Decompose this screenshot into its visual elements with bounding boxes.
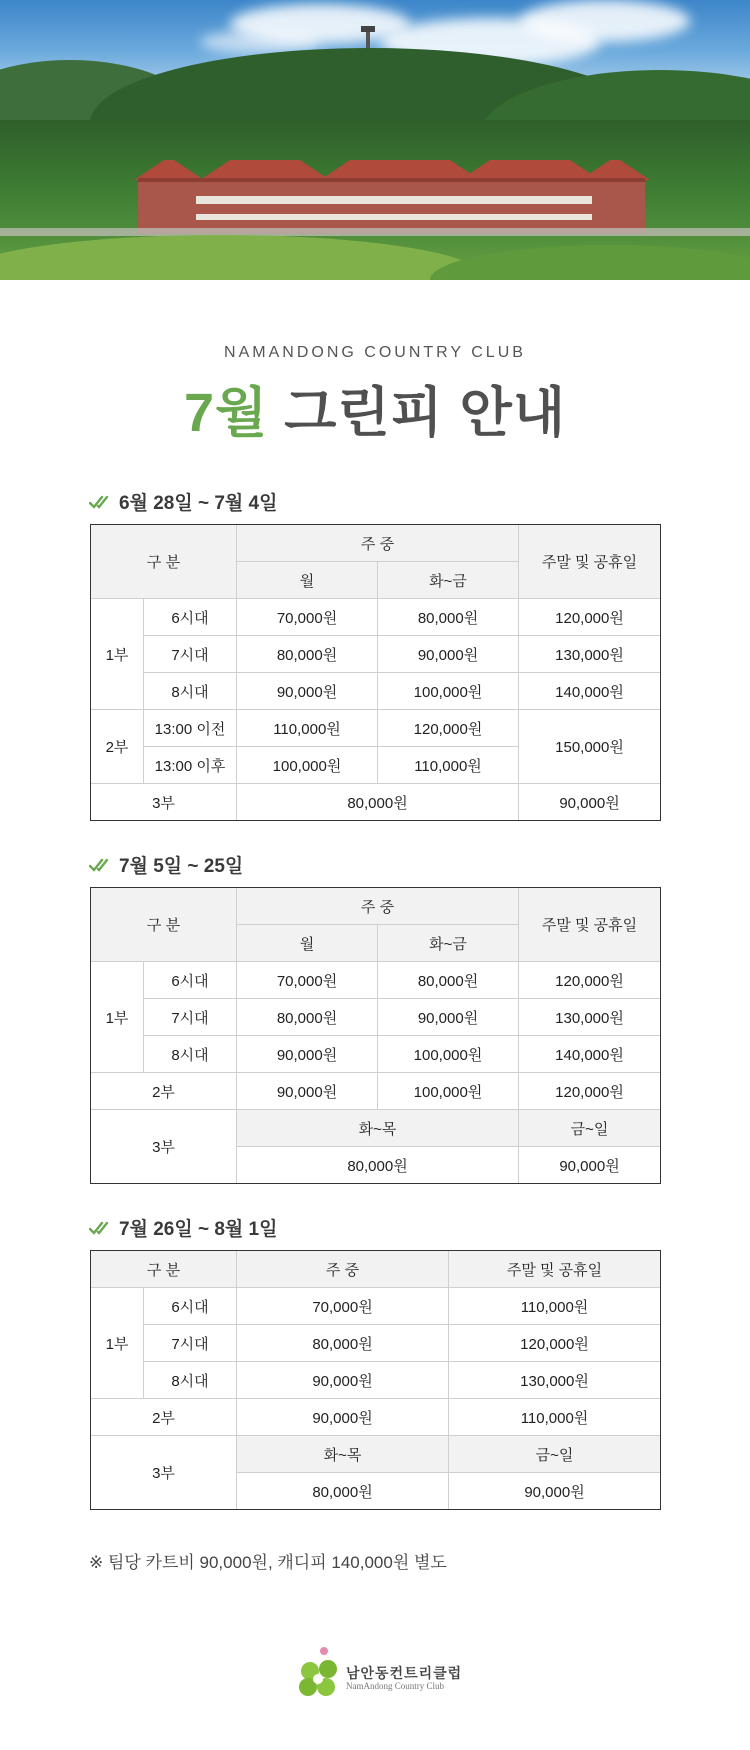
logo-english-name: NamAndong Country Club <box>346 1681 444 1691</box>
table-row <box>91 999 661 1036</box>
time-label: 7시대 <box>144 1325 237 1362</box>
fee-cell: 80,000원 <box>237 636 378 673</box>
header-tue-thu: 화~목 <box>237 1436 449 1473</box>
fee-cell: 100,000원 <box>378 1073 519 1110</box>
table-row <box>91 962 661 999</box>
extra-fee-note: ※ 팀당 카트비 90,000원, 캐디피 140,000원 별도 <box>89 1553 447 1572</box>
fee-cell: 90,000원 <box>519 784 661 821</box>
header-fri-sun: 금~일 <box>449 1436 661 1473</box>
table-row <box>91 1036 661 1073</box>
fee-cell: 90,000원 <box>237 1073 378 1110</box>
part-3-label: 3부 <box>91 1436 237 1510</box>
table-row <box>91 710 661 747</box>
fee-cell: 110,000원 <box>449 1399 661 1436</box>
part-2-label: 2부 <box>91 710 144 784</box>
header-weekday: 주 중 <box>237 1251 449 1288</box>
fee-cell: 90,000원 <box>378 636 519 673</box>
table-row <box>91 1325 661 1362</box>
fee-cell: 110,000원 <box>449 1288 661 1325</box>
fee-cell: 120,000원 <box>519 1073 661 1110</box>
part-3-label: 3부 <box>91 784 237 821</box>
header-weekend: 주말 및 공휴일 <box>519 888 661 962</box>
double-check-icon <box>89 494 113 510</box>
fee-cell: 140,000원 <box>519 673 661 710</box>
fee-cell: 120,000원 <box>449 1325 661 1362</box>
header-weekend: 주말 및 공휴일 <box>449 1251 661 1288</box>
part-3-label: 3부 <box>91 1110 237 1184</box>
table-row <box>91 636 661 673</box>
fee-cell: 90,000원 <box>519 1147 661 1184</box>
time-label: 6시대 <box>144 962 237 999</box>
table-row <box>91 1436 661 1473</box>
fee-cell: 80,000원 <box>237 1473 449 1510</box>
header-weekday: 주 중 <box>237 888 519 925</box>
clover-logo-icon <box>294 1645 344 1705</box>
hero-photo <box>0 0 750 280</box>
part-2-label: 2부 <box>91 1073 237 1110</box>
club-name-kicker: NAMANDONG COUNTRY CLUB <box>224 344 526 361</box>
header-fri-sun: 금~일 <box>519 1110 661 1147</box>
time-label: 13:00 이후 <box>144 747 237 784</box>
double-check-icon <box>89 857 113 873</box>
header-weekend: 주말 및 공휴일 <box>519 525 661 599</box>
fee-cell: 130,000원 <box>449 1362 661 1399</box>
fee-cell: 150,000원 <box>519 710 661 784</box>
fee-cell: 130,000원 <box>519 636 661 673</box>
time-label: 6시대 <box>144 1288 237 1325</box>
page-title <box>0 370 750 447</box>
fee-cell: 140,000원 <box>519 1036 661 1073</box>
part-1-label: 1부 <box>91 1288 144 1399</box>
table-row <box>91 1288 661 1325</box>
fee-cell: 110,000원 <box>237 710 378 747</box>
fee-cell: 80,000원 <box>237 1147 519 1184</box>
header-weekday: 주 중 <box>237 525 519 562</box>
header-tue-fri: 화~금 <box>378 925 519 962</box>
fee-cell: 70,000원 <box>237 962 378 999</box>
table-row <box>91 1399 661 1436</box>
time-label: 7시대 <box>144 999 237 1036</box>
double-check-icon <box>89 1220 113 1236</box>
table-row <box>91 673 661 710</box>
fee-cell: 90,000원 <box>237 673 378 710</box>
fee-cell: 110,000원 <box>378 747 519 784</box>
part-2-label: 2부 <box>91 1399 237 1436</box>
header-tue-thu: 화~목 <box>237 1110 519 1147</box>
fee-cell: 80,000원 <box>237 999 378 1036</box>
fee-cell: 100,000원 <box>378 673 519 710</box>
fee-cell: 90,000원 <box>378 999 519 1036</box>
section-1-title: 6월 28일 ~ 7월 4일 <box>119 493 278 514</box>
header-tue-fri: 화~금 <box>378 562 519 599</box>
title-month: 7월 <box>183 383 269 443</box>
fee-cell: 100,000원 <box>378 1036 519 1073</box>
time-label: 7시대 <box>144 636 237 673</box>
fee-cell: 90,000원 <box>237 1399 449 1436</box>
fee-cell: 80,000원 <box>378 599 519 636</box>
fee-cell: 120,000원 <box>519 962 661 999</box>
section-1-heading <box>89 488 277 515</box>
fee-table-3 <box>90 1250 661 1510</box>
time-label: 13:00 이전 <box>144 710 237 747</box>
fee-cell: 120,000원 <box>378 710 519 747</box>
logo-korean-name: 남안동컨트리클럽 <box>346 1665 463 1681</box>
fee-cell: 80,000원 <box>378 962 519 999</box>
header-category: 구 분 <box>91 888 237 962</box>
fee-cell: 120,000원 <box>519 599 661 636</box>
fee-cell: 90,000원 <box>449 1473 661 1510</box>
part-1-label: 1부 <box>91 962 144 1073</box>
fee-cell: 70,000원 <box>237 599 378 636</box>
header-monday: 월 <box>237 562 378 599</box>
section-2-title: 7월 5일 ~ 25일 <box>119 856 244 877</box>
fee-cell: 90,000원 <box>237 1362 449 1399</box>
fee-table-1 <box>90 524 661 821</box>
fee-table-2 <box>90 887 661 1184</box>
header-category: 구 분 <box>91 1251 237 1288</box>
fee-cell: 100,000원 <box>237 747 378 784</box>
table-row <box>91 1073 661 1110</box>
part-1-label: 1부 <box>91 599 144 710</box>
header-category: 구 분 <box>91 525 237 599</box>
header-monday: 월 <box>237 925 378 962</box>
fee-cell: 90,000원 <box>237 1036 378 1073</box>
section-3-heading <box>89 1214 277 1241</box>
title-text: 그린피 안내 <box>284 383 567 443</box>
fee-cell: 80,000원 <box>237 1325 449 1362</box>
section-2-heading <box>89 851 243 878</box>
table-row <box>91 599 661 636</box>
fee-cell: 70,000원 <box>237 1288 449 1325</box>
section-3-title: 7월 26일 ~ 8월 1일 <box>119 1219 278 1240</box>
time-label: 6시대 <box>144 599 237 636</box>
fee-cell: 130,000원 <box>519 999 661 1036</box>
table-row <box>91 784 661 821</box>
club-logo <box>294 1645 464 1705</box>
fee-cell: 80,000원 <box>237 784 519 821</box>
time-label: 8시대 <box>144 673 237 710</box>
table-row <box>91 1362 661 1399</box>
time-label: 8시대 <box>144 1362 237 1399</box>
time-label: 8시대 <box>144 1036 237 1073</box>
table-row <box>91 1110 661 1147</box>
